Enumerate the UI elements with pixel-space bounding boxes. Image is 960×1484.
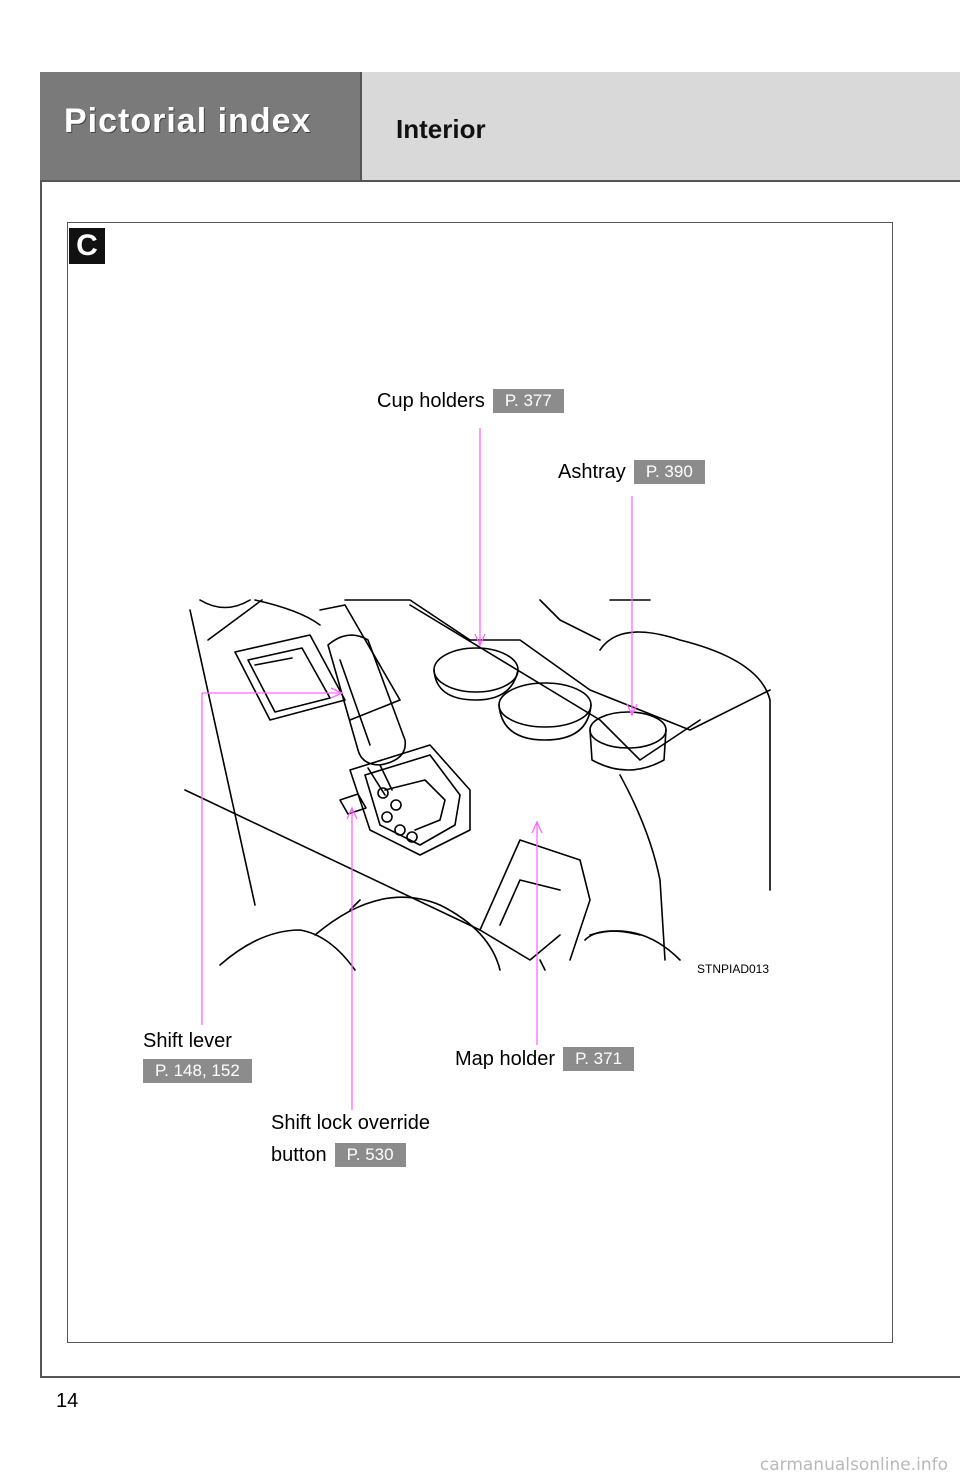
callout-shift-lock (271, 1112, 430, 1167)
ashtray-label: Ashtray (558, 460, 626, 483)
shift-lock-label-line1: Shift lock override (271, 1112, 430, 1134)
shift-lever-label: Shift lever (143, 1030, 232, 1052)
cup-holders-page-ref[interactable]: P. 377 (493, 389, 564, 413)
callout-map-holder (455, 1047, 634, 1071)
shift-lock-page-ref[interactable]: P. 530 (335, 1143, 406, 1167)
map-holder-page-ref[interactable]: P. 371 (563, 1047, 634, 1071)
section-title: Pictorial index (64, 102, 312, 140)
shift-lever-page-ref[interactable]: P. 148, 152 (143, 1059, 252, 1083)
page-number: 14 (56, 1390, 79, 1412)
illustration-code: STNPIAD013 (697, 962, 770, 976)
section-badge: C (69, 228, 105, 264)
ashtray-page-ref[interactable]: P. 390 (634, 460, 705, 484)
callout-cup-holders (377, 389, 564, 413)
leader-shift-lever (202, 693, 342, 1025)
shift-lock-line2 (271, 1143, 430, 1167)
watermark: carmanualsonline.info (759, 1455, 948, 1475)
map-holder-label: Map holder (455, 1047, 556, 1070)
callout-ashtray (558, 460, 705, 484)
callout-shift-lever (143, 1030, 252, 1083)
subsection-title: Interior (396, 114, 486, 144)
cup-holders-label: Cup holders (377, 389, 485, 412)
shift-lock-label-line2: button (271, 1143, 327, 1166)
